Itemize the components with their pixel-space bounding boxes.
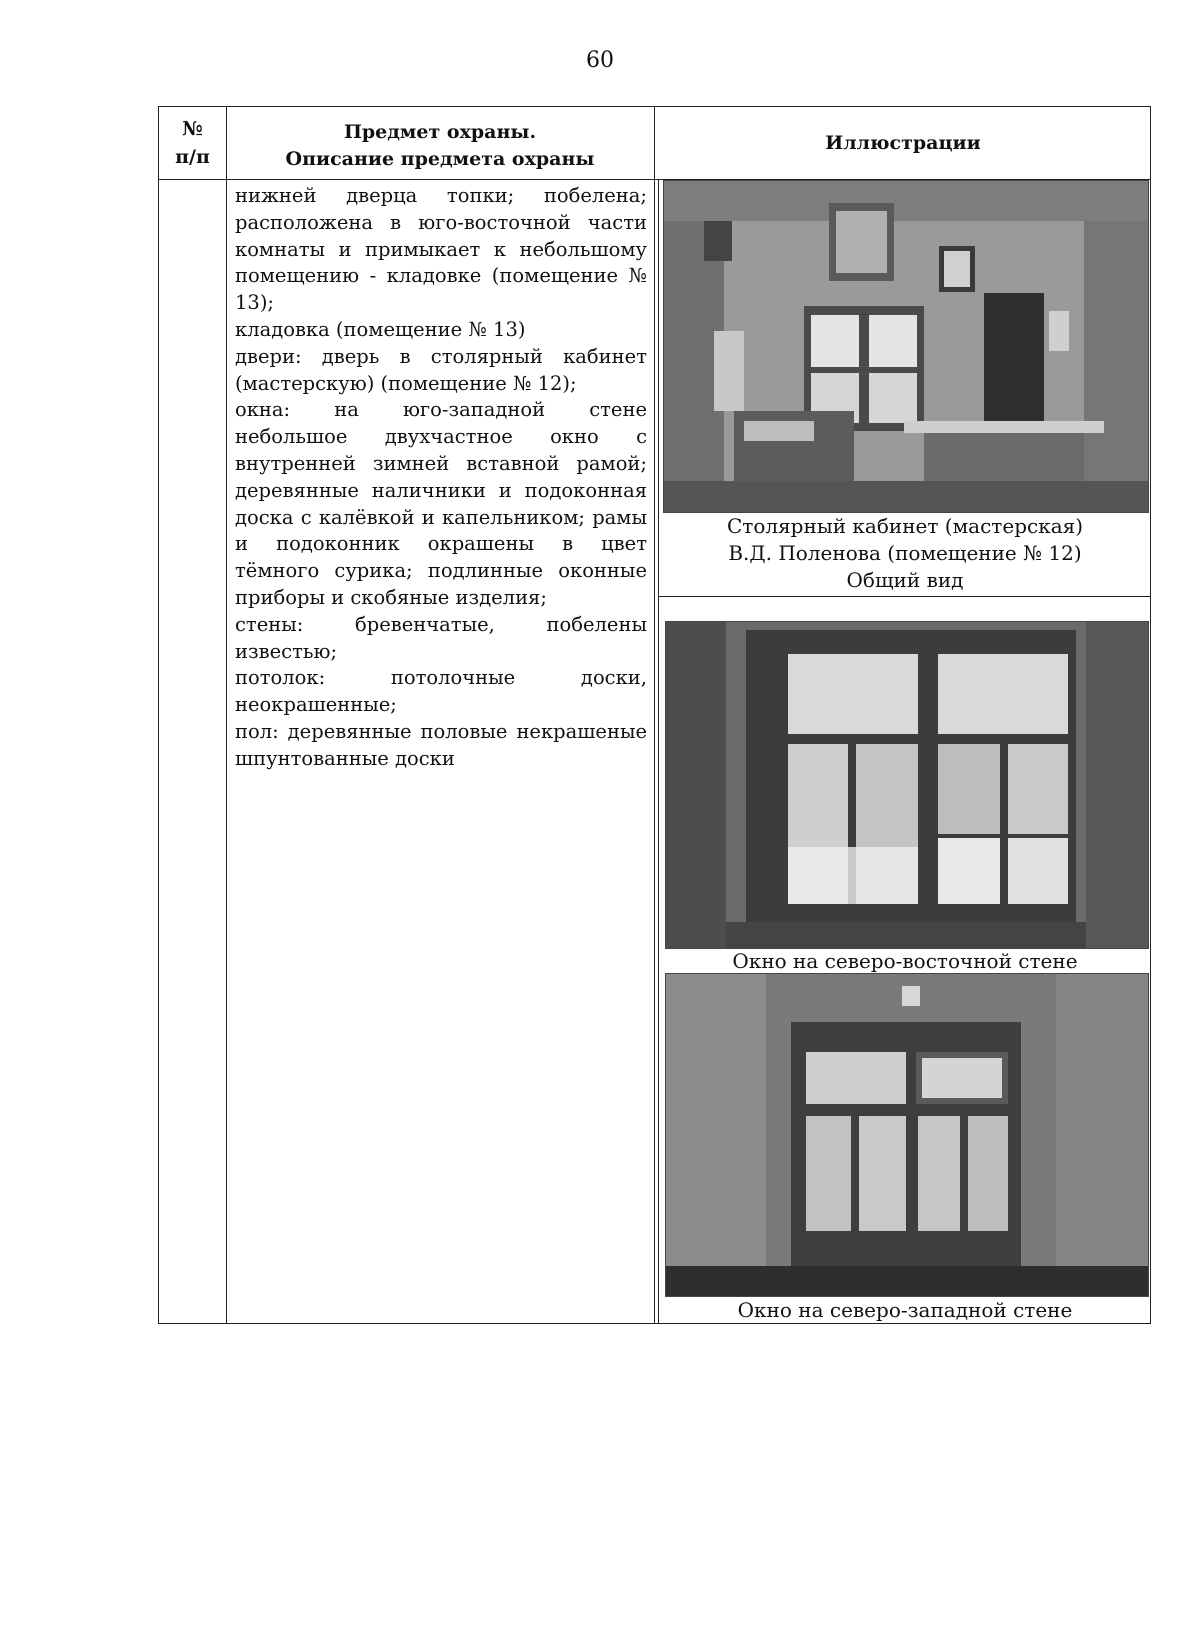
header-number-line2: п/п [175,146,210,168]
header-subject [226,119,654,173]
page-number: 60 [586,48,614,73]
header-subject-line1: Предмет охраны. [343,121,537,143]
northeast-window-caption [663,948,1147,975]
northwest-window-caption [663,1297,1147,1324]
header-subject-line2: Описание предмета охраны [285,148,595,170]
description-paragraph: нижней дверца топки; побелена; расположена в юго-восточной части комнаты и примыкает к небольшому помещению - кладовке (помещение № 13); [235,184,647,315]
caption-line: Общий вид [846,568,964,592]
column-divider [658,179,659,1323]
header-number [159,115,226,171]
description-paragraph: потолок: потолочные доски, неокрашенные; [235,666,647,717]
description-paragraph: пол: деревянные половые некрашеные шпунтованные доски [235,719,647,770]
northwest-window-image [666,974,1148,1296]
heritage-table [158,106,1151,1324]
workshop-caption [663,513,1147,594]
caption-line: Окно на северо-западной стене [737,1298,1073,1322]
workshop-photo-image [664,181,1148,512]
header-number-line1: № [182,118,203,140]
description-paragraph: двери: дверь в столярный кабинет (мастерскую) (помещение № 12); [235,344,647,395]
header-illustrations: Иллюстрации [825,132,981,154]
northeast-window-image [666,622,1148,948]
column-divider [654,107,655,1323]
description-paragraph: кладовка (помещение № 13) [235,317,526,341]
northwest-window-photo [665,973,1149,1297]
description-paragraph: стены: бревенчатые, побелены известью; [235,612,647,663]
subject-description [235,183,647,773]
caption-line: В.Д. Поленова (помещение № 12) [728,541,1082,565]
northeast-window-photo [665,621,1149,949]
description-paragraph: окна: на юго-западной стене небольшое двухчастное окно с внутренней зимней вставной рамой; деревянные наличники и подоконная доска с калёвкой и капельником; рамы и подоконник окрашены в цвет тёмного сурика; подлинные оконные приборы и скобяные изделия; [235,398,647,609]
caption-line: Столярный кабинет (мастерская) [726,514,1084,538]
caption-line: Окно на северо-восточной стене [732,949,1078,973]
row-divider [658,596,1150,597]
workshop-photo [663,180,1149,513]
column-divider [226,107,227,1323]
